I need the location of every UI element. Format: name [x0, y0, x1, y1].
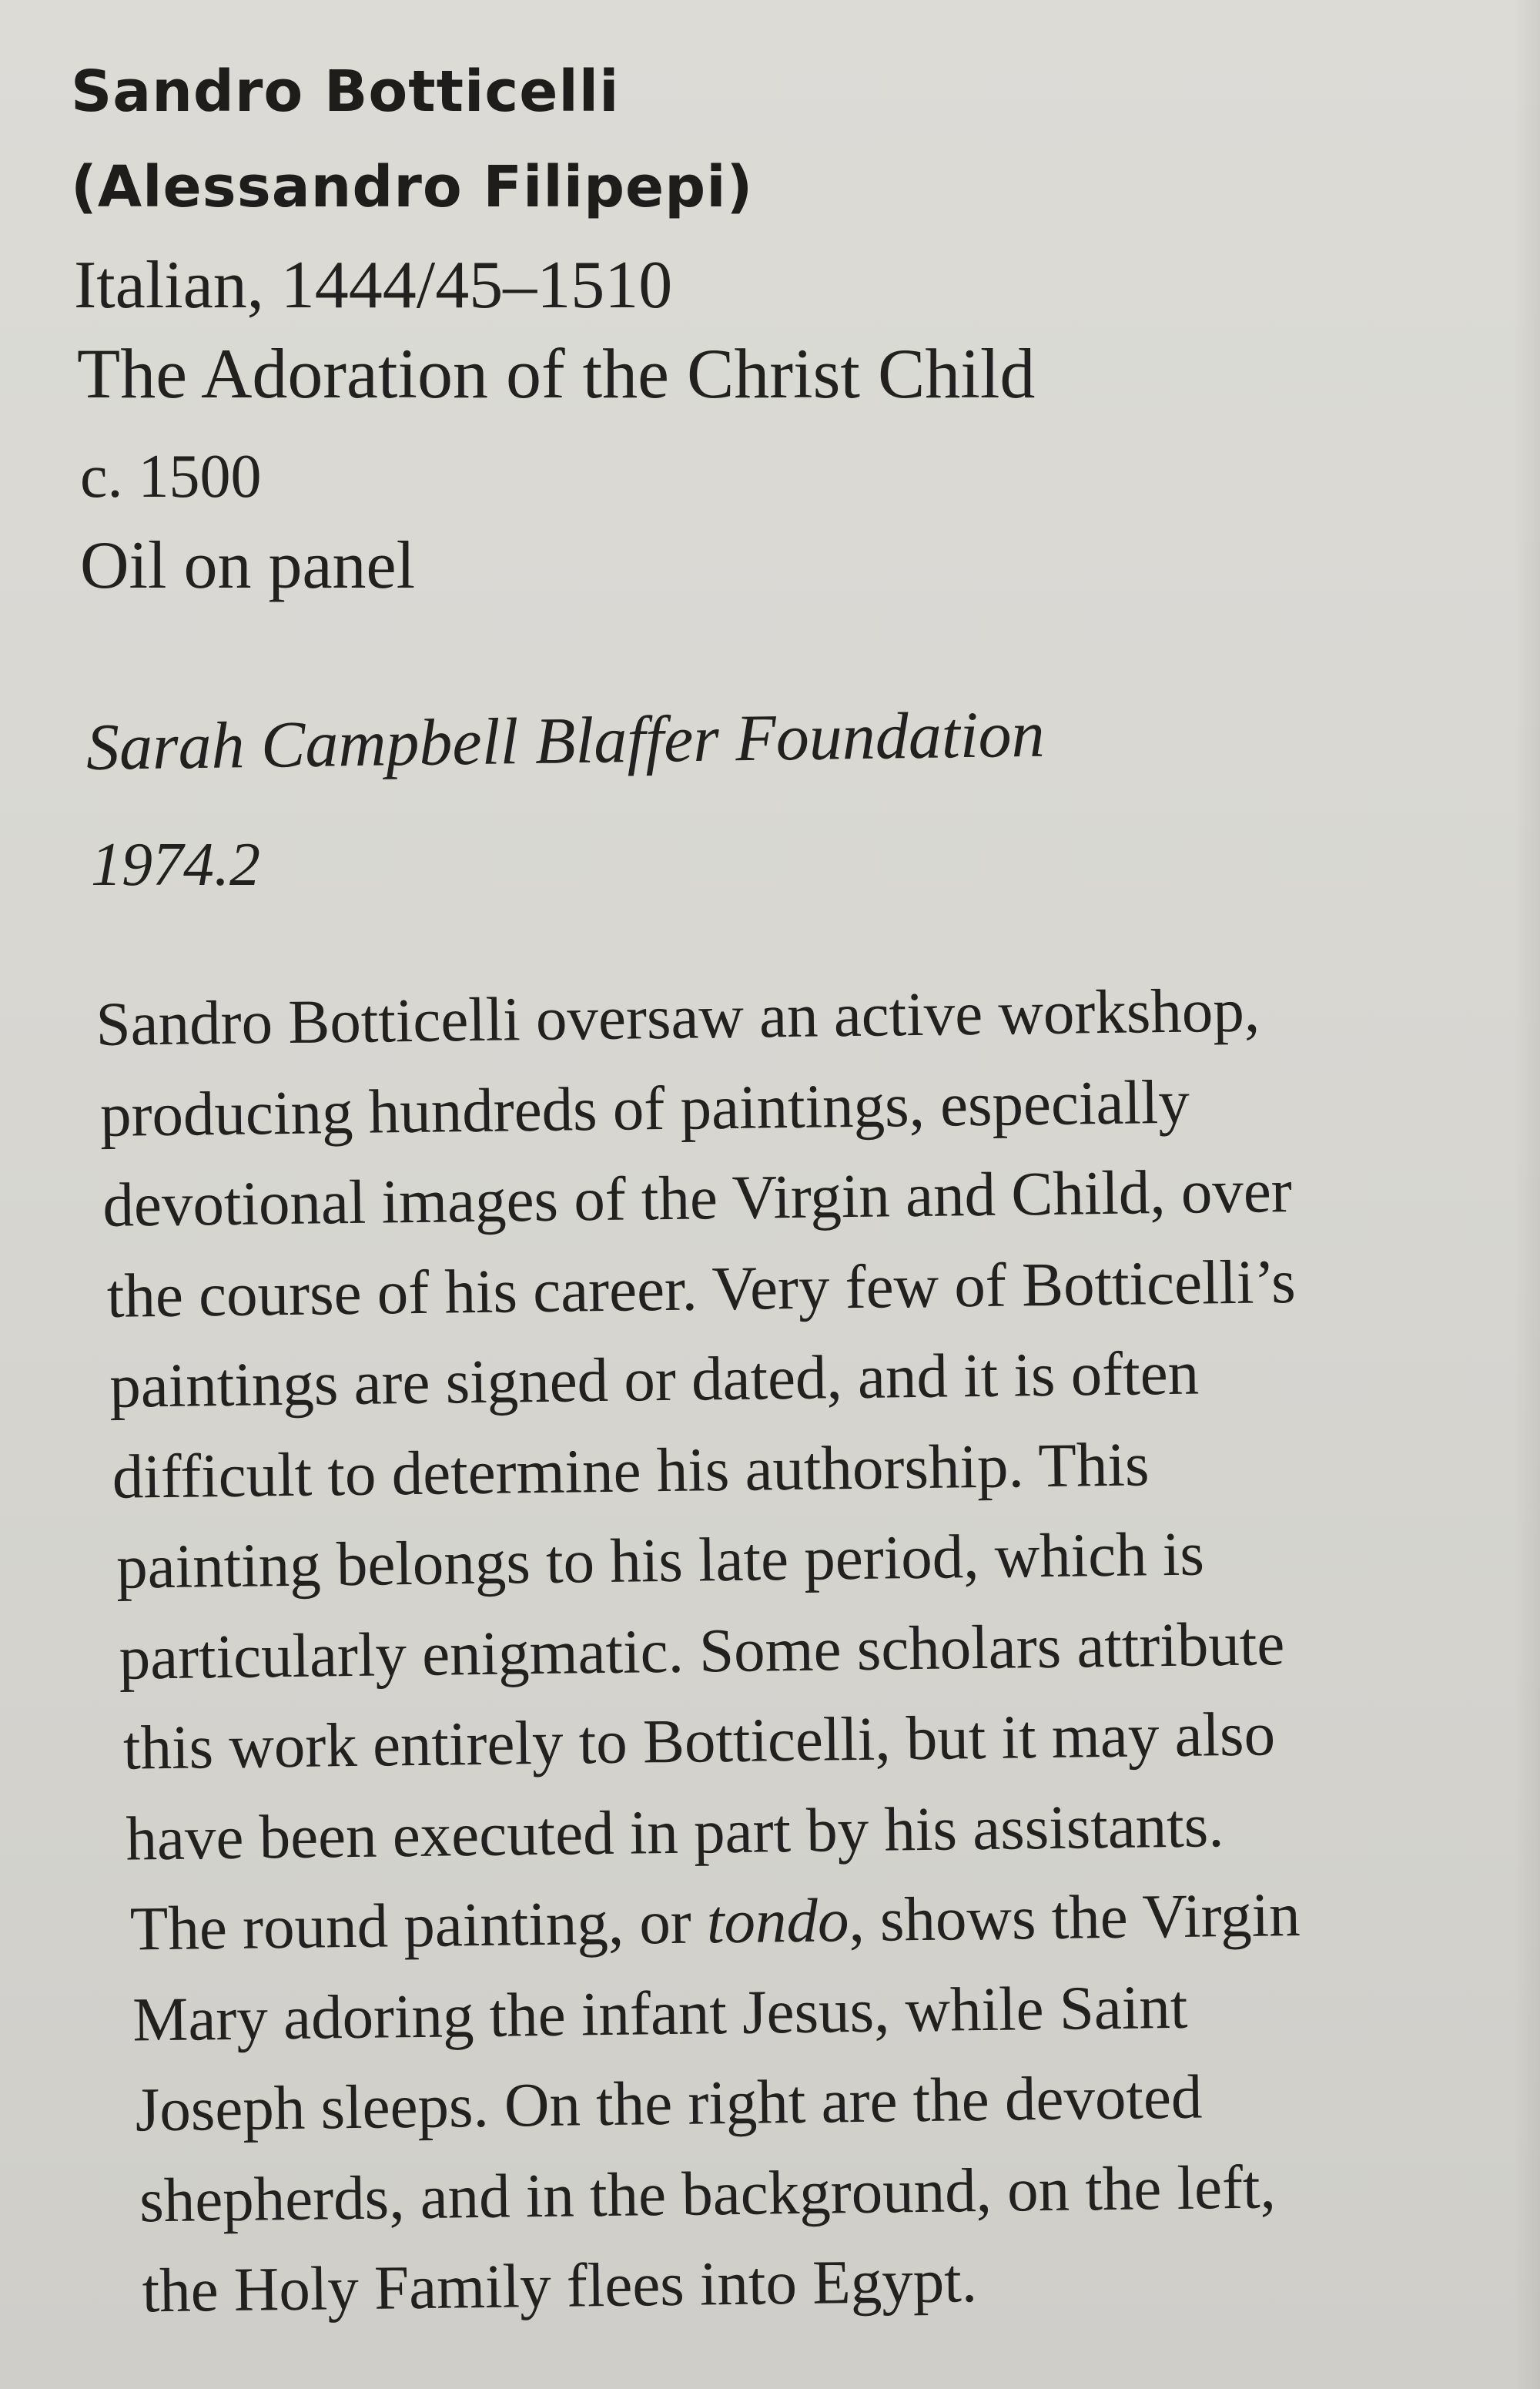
description-line: difficult to determine his authorship. This [112, 1429, 1150, 1512]
description-line: painting belongs to his late period, which is [116, 1519, 1205, 1602]
description-line: Mary adoring the infant Jesus, while Saint [132, 1972, 1188, 2055]
description-line: Sandro Botticelli oversaw an active workshop, [95, 975, 1260, 1059]
description-line: particularly enigmatic. Some scholars attribute [119, 1608, 1285, 1693]
description-line: this work entirely to Botticelli, but it may also [122, 1699, 1276, 1783]
description-line: Joseph sleeps. On the right are the devoted [135, 2062, 1203, 2145]
description-line: the course of his career. Very few of Botticelli’s [106, 1246, 1297, 1331]
description-line-tondo [129, 1876, 1524, 1984]
description-line: have been executed in part by his assistants. [125, 1790, 1225, 1874]
description-line: devotional images of the Virgin and Child, over [102, 1156, 1293, 1240]
artist-nationality-dates: Italian, 1444/45–1510 [74, 248, 673, 323]
credit-line: Sarah Campbell Blaffer Foundation [85, 696, 1046, 784]
artist-alt-name: (Alessandro Filipepi) [71, 154, 754, 220]
artwork-date: c. 1500 [80, 443, 262, 511]
description-segment: The round painting, or [129, 1887, 708, 1964]
description-paragraph [95, 972, 1528, 2347]
artwork-title: The Adoration of the Christ Child [77, 334, 1036, 413]
artwork-medium: Oil on panel [80, 528, 416, 603]
artist-name: Sandro Botticelli [71, 59, 620, 125]
tondo-term: tondo [706, 1885, 850, 1957]
accession-number: 1974.2 [91, 831, 260, 899]
description-segment: , shows the Virgin [848, 1879, 1301, 1955]
description-line: paintings are signed or dated, and it is often [109, 1338, 1200, 1421]
description-line: shepherds, and in the background, on the left, [139, 2151, 1277, 2235]
description-line: the Holy Family flees into Egypt. [142, 2246, 978, 2326]
description-line: producing hundreds of paintings, especially [99, 1067, 1190, 1150]
